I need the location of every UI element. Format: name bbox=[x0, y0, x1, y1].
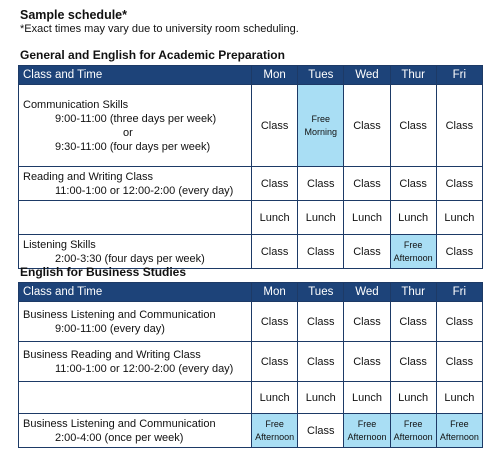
column-header-wed: Wed bbox=[344, 283, 390, 302]
schedule-cell: Class bbox=[436, 342, 482, 382]
schedule-cell: Class bbox=[436, 302, 482, 342]
schedule-cell: Class bbox=[252, 302, 298, 342]
column-header-fri: Fri bbox=[436, 66, 482, 85]
free-period-cell bbox=[252, 414, 298, 448]
table-row bbox=[19, 342, 483, 382]
schedule-cell: Class bbox=[344, 85, 390, 167]
schedule-cell: Lunch bbox=[344, 201, 390, 235]
table-row bbox=[19, 382, 483, 414]
schedule-cell: Class bbox=[298, 302, 344, 342]
schedule-cell: Class bbox=[252, 85, 298, 167]
page-title: Sample schedule* bbox=[20, 8, 127, 22]
schedule-cell: Lunch bbox=[298, 382, 344, 414]
free-period-text: Afternoon bbox=[393, 252, 433, 263]
schedule-cell: Class bbox=[252, 342, 298, 382]
table-header-row bbox=[19, 283, 483, 302]
class-name-cell bbox=[19, 235, 252, 269]
schedule-cell: Class bbox=[252, 235, 298, 269]
free-period-cell bbox=[390, 235, 436, 269]
class-name-line: or bbox=[123, 126, 133, 139]
schedule-cell: Lunch bbox=[298, 201, 344, 235]
schedule-cell: Class bbox=[344, 167, 390, 201]
class-name-line: Reading and Writing Class bbox=[23, 170, 154, 183]
class-name-cell bbox=[19, 302, 252, 342]
column-header-thur: Thur bbox=[390, 66, 436, 85]
free-period-text: Free bbox=[265, 418, 284, 429]
class-name-cell bbox=[19, 201, 252, 235]
free-period-text: Morning bbox=[304, 126, 338, 137]
free-period-cell bbox=[390, 414, 436, 448]
class-name-line: Communication Skills bbox=[23, 98, 129, 111]
free-period-text: Afternoon bbox=[393, 431, 433, 442]
schedule-cell: Lunch bbox=[436, 201, 482, 235]
column-header-class-time: Class and Time bbox=[19, 66, 252, 85]
class-name-line: 9:00-11:00 (every day) bbox=[55, 322, 165, 335]
schedule-cell: Lunch bbox=[252, 201, 298, 235]
class-name-cell bbox=[19, 85, 252, 167]
column-header-tues: Tues bbox=[298, 283, 344, 302]
schedule-cell: Class bbox=[390, 302, 436, 342]
schedule-cell: Lunch bbox=[344, 382, 390, 414]
schedule-table-business bbox=[18, 282, 483, 448]
class-name-line: 2:00-4:00 (once per week) bbox=[55, 431, 184, 444]
class-name-line: 9:00-11:00 (three days per week) bbox=[55, 112, 217, 125]
schedule-cell: Class bbox=[298, 167, 344, 201]
class-name-line: Business Listening and Communication bbox=[23, 417, 216, 430]
class-name-line: Listening Skills bbox=[23, 238, 96, 251]
schedule-cell: Class bbox=[344, 342, 390, 382]
free-period-text: Afternoon bbox=[255, 431, 295, 442]
table-row bbox=[19, 167, 483, 201]
schedule-table-general bbox=[18, 65, 483, 269]
schedule-cell: Class bbox=[390, 85, 436, 167]
column-header-tues: Tues bbox=[298, 66, 344, 85]
class-name-line: 9:30-11:00 (four days per week) bbox=[55, 140, 211, 153]
class-name-cell bbox=[19, 167, 252, 201]
free-period-text: Free bbox=[450, 418, 469, 429]
section-title-business: English for Business Studies bbox=[20, 265, 187, 279]
free-period-cell bbox=[436, 414, 482, 448]
schedule-cell: Class bbox=[436, 85, 482, 167]
schedule-cell: Class bbox=[298, 414, 344, 448]
schedule-cell: Lunch bbox=[390, 201, 436, 235]
table-header-row bbox=[19, 66, 483, 85]
class-name-cell bbox=[19, 414, 252, 448]
schedule-cell: Class bbox=[252, 167, 298, 201]
column-header-mon: Mon bbox=[252, 283, 298, 302]
class-name-line: 2:00-3:30 (four days per week) bbox=[55, 252, 205, 265]
class-name-cell bbox=[19, 382, 252, 414]
class-name-line: Business Reading and Writing Class bbox=[23, 348, 201, 361]
schedule-cell: Class bbox=[298, 235, 344, 269]
table-row bbox=[19, 235, 483, 269]
column-header-mon: Mon bbox=[252, 66, 298, 85]
section-title-general: General and English for Academic Preparation bbox=[20, 48, 285, 62]
schedule-cell: Class bbox=[390, 342, 436, 382]
schedule-cell: Lunch bbox=[436, 382, 482, 414]
free-period-text: Free bbox=[357, 418, 377, 429]
free-period-text: Afternoon bbox=[439, 431, 479, 442]
table-row bbox=[19, 85, 483, 167]
schedule-cell: Class bbox=[298, 342, 344, 382]
free-period-text: Free bbox=[403, 239, 423, 250]
free-period-text: Free bbox=[403, 418, 423, 429]
column-header-fri: Fri bbox=[436, 283, 482, 302]
table-row bbox=[19, 414, 483, 448]
column-header-thur: Thur bbox=[390, 283, 436, 302]
column-header-class-time: Class and Time bbox=[19, 283, 252, 302]
schedule-note: *Exact times may vary due to university room scheduling. bbox=[20, 23, 299, 35]
free-period-text: Free bbox=[311, 113, 331, 124]
schedule-cell: Lunch bbox=[252, 382, 298, 414]
schedule-cell: Class bbox=[344, 235, 390, 269]
free-period-cell bbox=[344, 414, 390, 448]
column-header-wed: Wed bbox=[344, 66, 390, 85]
schedule-cell: Class bbox=[390, 167, 436, 201]
table-row bbox=[19, 302, 483, 342]
class-name-cell bbox=[19, 342, 252, 382]
class-name-line: Business Listening and Communication bbox=[23, 308, 216, 321]
free-period-cell bbox=[298, 85, 344, 167]
schedule-cell: Class bbox=[436, 167, 482, 201]
schedule-cell: Class bbox=[436, 235, 482, 269]
schedule-cell: Lunch bbox=[390, 382, 436, 414]
class-name-line: 11:00-1:00 or 12:00-2:00 (every day) bbox=[55, 362, 234, 375]
class-name-line: 11:00-1:00 or 12:00-2:00 (every day) bbox=[55, 184, 234, 197]
schedule-cell: Class bbox=[344, 302, 390, 342]
table-row bbox=[19, 201, 483, 235]
free-period-text: Afternoon bbox=[347, 431, 387, 442]
